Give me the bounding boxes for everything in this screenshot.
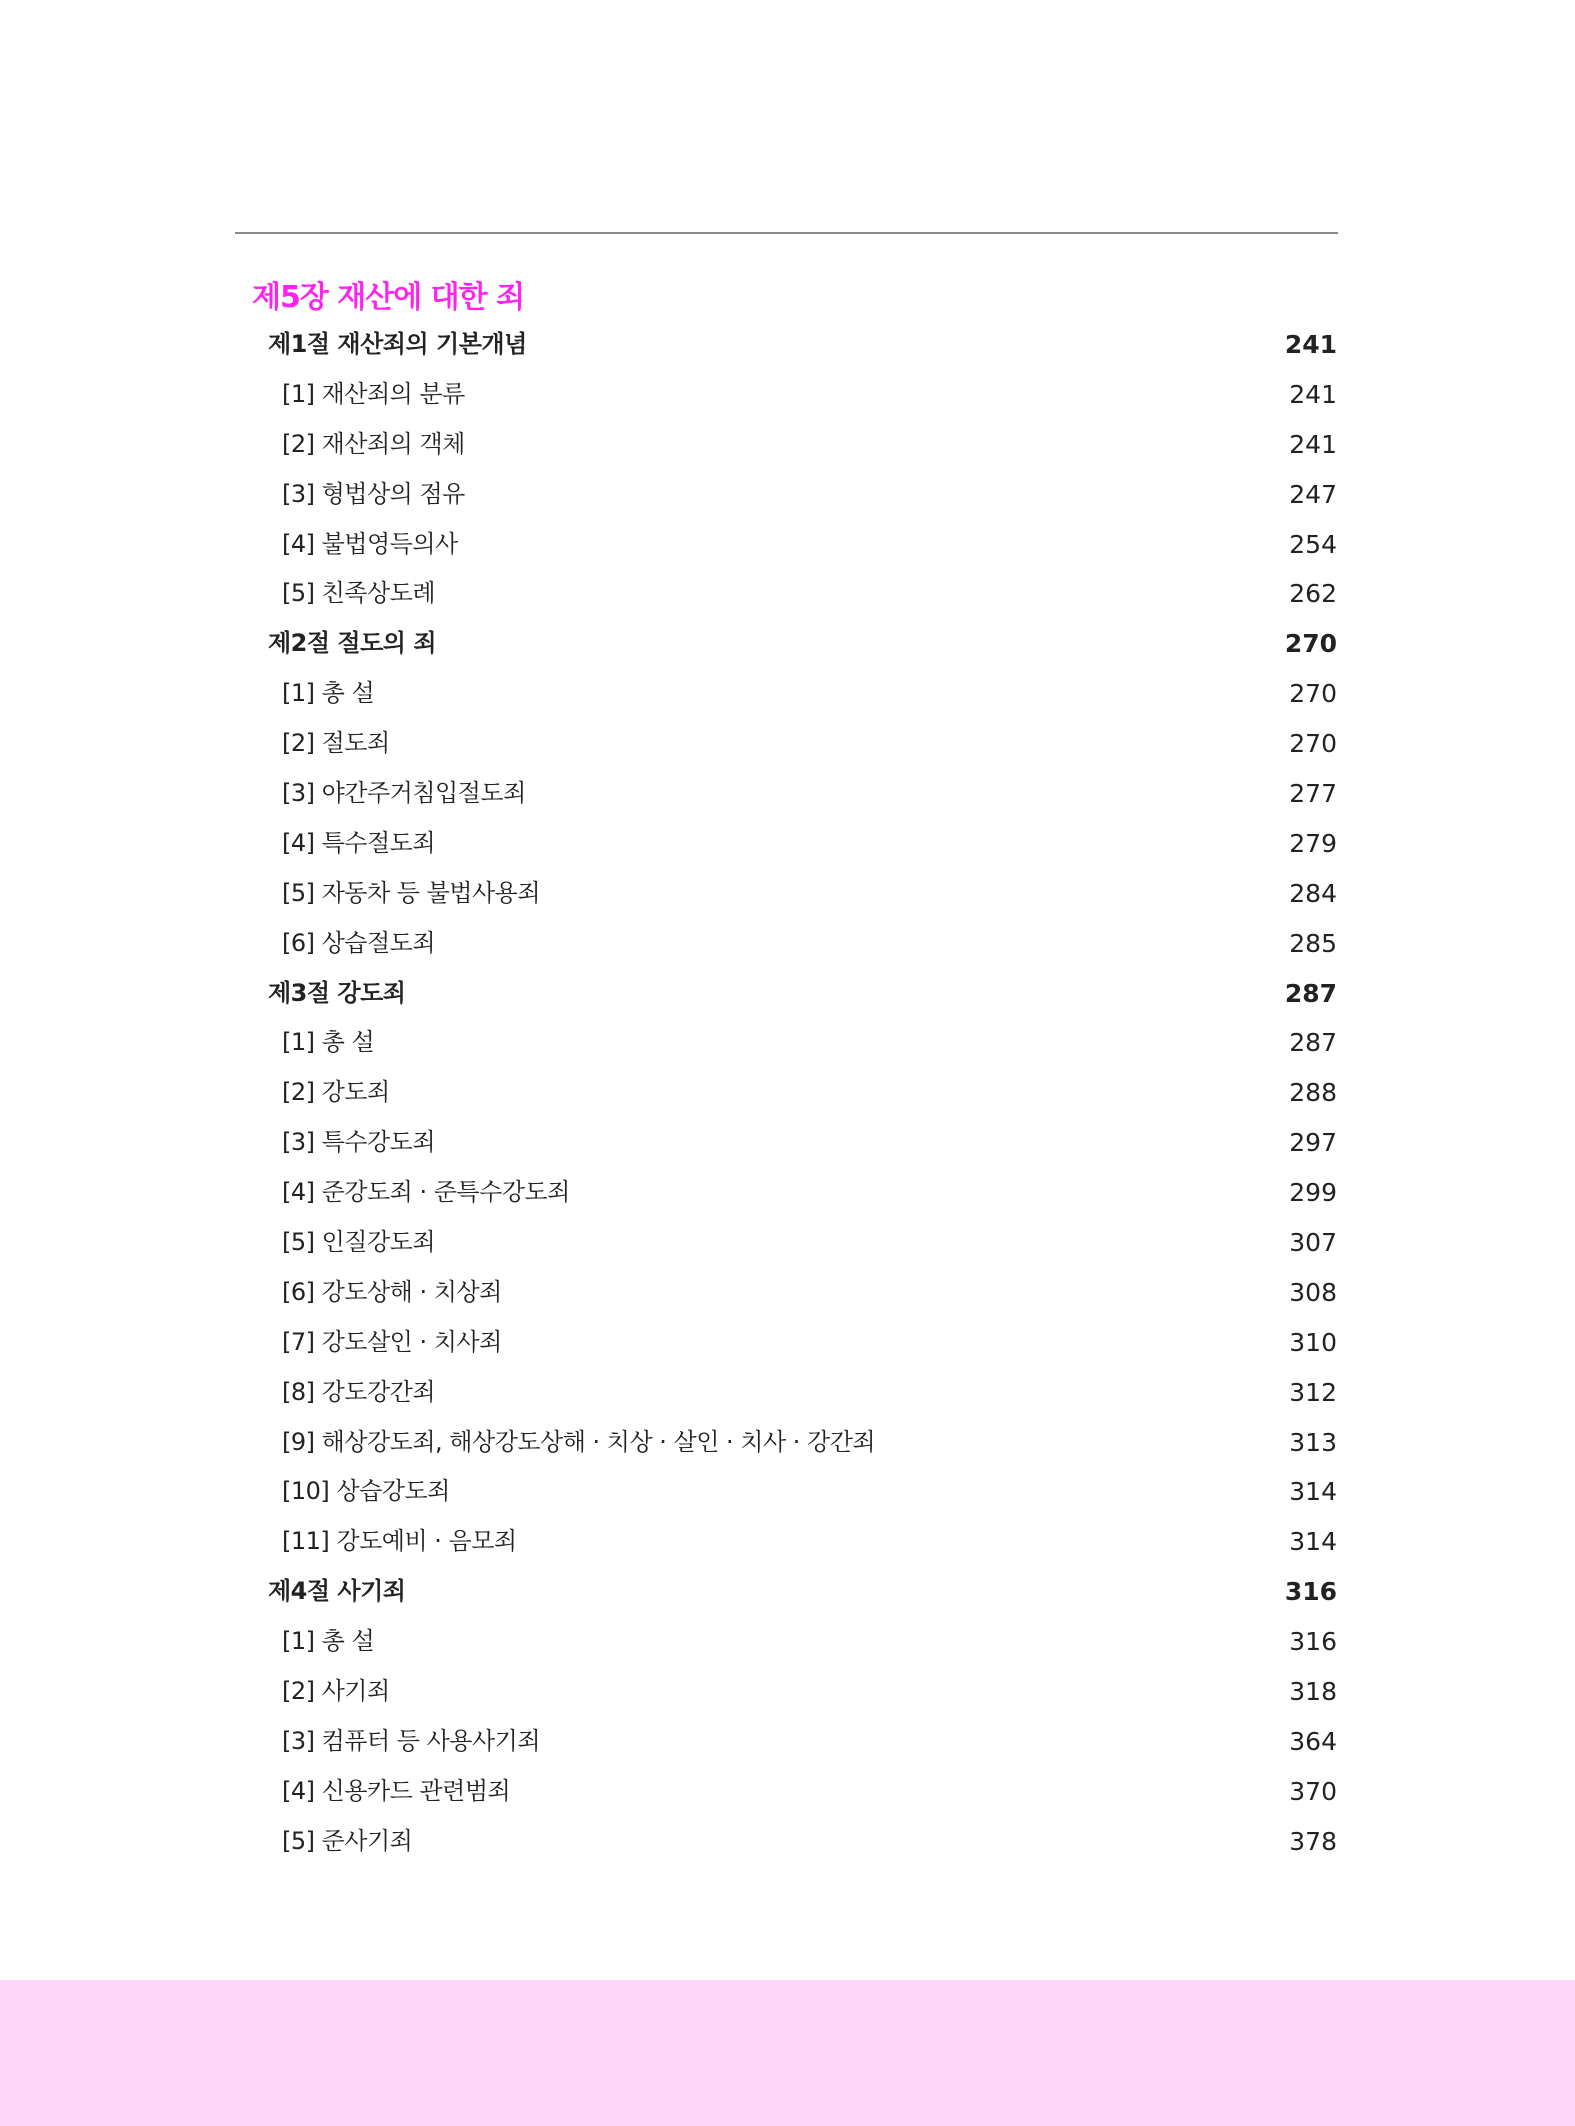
toc-item-title: [3] 컴퓨터 등 사용사기죄 — [282, 1726, 541, 1755]
toc-item-row — [0, 569, 1575, 619]
toc-page-number: 270 — [1284, 629, 1337, 659]
toc-item-row — [0, 919, 1575, 969]
toc-section-row — [0, 320, 1575, 370]
toc-page-number: 284 — [1289, 878, 1337, 908]
toc-section-title: 제4절 사기죄 — [268, 1577, 406, 1606]
toc-section-title: 제2절 절도의 죄 — [268, 629, 437, 658]
toc-item-row — [0, 1118, 1575, 1168]
toc-section-row — [0, 619, 1575, 669]
toc-page-number: 287 — [1289, 1028, 1337, 1058]
toc-page-number: 247 — [1289, 479, 1337, 509]
toc-section-title: 제3절 강도죄 — [268, 978, 406, 1007]
toc-item-title: [9] 해상강도죄, 해상강도상해 · 치상 · 살인 · 치사 · 강간죄 — [282, 1427, 876, 1456]
toc-item-row — [0, 1617, 1575, 1667]
toc-item-row — [0, 869, 1575, 919]
toc-page-number: 308 — [1289, 1277, 1337, 1307]
toc-page-number: 241 — [1289, 379, 1337, 409]
toc-page-number: 287 — [1284, 978, 1337, 1008]
toc-page-number: 241 — [1284, 330, 1337, 359]
toc-page-number: 270 — [1289, 729, 1337, 759]
toc-page-number: 312 — [1289, 1377, 1337, 1407]
toc-item-title: [5] 준사기죄 — [282, 1826, 413, 1855]
toc-item-title: [1] 총 설 — [282, 1627, 375, 1656]
toc-item-row — [0, 1467, 1575, 1517]
toc-item-title: [3] 특수강도죄 — [282, 1128, 436, 1157]
toc-item-title: [2] 재산죄의 객체 — [282, 429, 465, 458]
toc-page-number: 279 — [1289, 828, 1337, 858]
toc-item-row — [0, 1817, 1575, 1867]
toc-item-title: [2] 강도죄 — [282, 1078, 390, 1107]
toc-page-number: 297 — [1289, 1128, 1337, 1158]
toc-section-title: 제1절 재산죄의 기본개념 — [268, 330, 527, 358]
toc-item-row — [0, 1717, 1575, 1767]
toc-item-title: [5] 친족상도례 — [282, 579, 436, 608]
toc-item-row — [0, 420, 1575, 470]
toc-item-row — [0, 1018, 1575, 1068]
toc-section-row — [0, 1567, 1575, 1617]
toc-item-title: [4] 특수절도죄 — [282, 828, 436, 857]
toc-page-number: 262 — [1289, 579, 1337, 609]
toc-page-number: 318 — [1289, 1677, 1337, 1707]
toc-page-number: 313 — [1289, 1427, 1337, 1457]
toc-item-row — [0, 1268, 1575, 1318]
toc-item-title: [2] 사기죄 — [282, 1677, 390, 1706]
toc-item-title: [1] 총 설 — [282, 679, 375, 708]
toc-page-number: 378 — [1289, 1826, 1337, 1856]
toc-item-row — [0, 1667, 1575, 1717]
toc-page-number: 270 — [1289, 679, 1337, 709]
toc-item-row — [0, 470, 1575, 520]
toc-item-title: [4] 불법영득의사 — [282, 529, 458, 558]
toc-item-row — [0, 819, 1575, 869]
toc-item-row — [0, 1418, 1575, 1468]
toc-item-title: [1] 재산죄의 분류 — [282, 379, 465, 408]
toc-item-title: [1] 총 설 — [282, 1028, 375, 1057]
toc-item-row — [0, 669, 1575, 719]
toc-page-number: 370 — [1289, 1776, 1337, 1806]
toc-item-title: [11] 강도예비 · 음모죄 — [282, 1527, 517, 1556]
toc-section-row — [0, 969, 1575, 1019]
toc-page-number: 364 — [1289, 1726, 1337, 1756]
toc-item-title: [8] 강도강간죄 — [282, 1377, 436, 1406]
footer-band — [0, 1980, 1575, 2126]
toc-page-number: 285 — [1289, 928, 1337, 958]
toc-item-title: [5] 인질강도죄 — [282, 1228, 436, 1257]
toc-item-title: [5] 자동차 등 불법사용죄 — [282, 878, 541, 907]
toc-item-row — [0, 1318, 1575, 1368]
toc-item-row — [0, 1068, 1575, 1118]
toc-item-row — [0, 719, 1575, 769]
toc-item-row — [0, 769, 1575, 819]
toc-page-number: 316 — [1289, 1627, 1337, 1657]
toc-item-title: [10] 상습강도죄 — [282, 1477, 450, 1506]
toc-page-number: 277 — [1289, 779, 1337, 809]
toc-item-title: [6] 강도상해 · 치상죄 — [282, 1277, 502, 1306]
toc-page-number: 314 — [1289, 1527, 1337, 1557]
toc-item-row — [0, 1767, 1575, 1817]
toc-item-title: [4] 준강도죄 · 준특수강도죄 — [282, 1178, 570, 1207]
chapter-title: 제5장 재산에 대한 죄 — [252, 280, 525, 315]
toc-item-title: [4] 신용카드 관련범죄 — [282, 1776, 511, 1805]
toc-item-row — [0, 1168, 1575, 1218]
toc-item-title: [3] 야간주거침입절도죄 — [282, 779, 526, 808]
toc-page-number: 307 — [1289, 1228, 1337, 1258]
toc-page-number: 254 — [1289, 529, 1337, 559]
toc-page-number: 299 — [1289, 1178, 1337, 1208]
toc-page-number: 288 — [1289, 1078, 1337, 1108]
toc-item-row — [0, 1517, 1575, 1567]
toc-page-number: 241 — [1289, 429, 1337, 459]
toc-item-title: [2] 절도죄 — [282, 729, 390, 758]
toc-item-title: [3] 형법상의 점유 — [282, 479, 465, 508]
toc-item-title: [7] 강도살인 · 치사죄 — [282, 1327, 502, 1356]
header-rule — [235, 232, 1338, 234]
toc-page-number: 314 — [1289, 1477, 1337, 1507]
table-of-contents — [0, 320, 1575, 1867]
toc-item-row — [0, 1368, 1575, 1418]
toc-item-row — [0, 520, 1575, 570]
toc-item-row — [0, 370, 1575, 420]
toc-item-row — [0, 1218, 1575, 1268]
toc-page-number: 310 — [1289, 1327, 1337, 1357]
toc-item-title: [6] 상습절도죄 — [282, 928, 436, 957]
toc-page-number: 316 — [1284, 1577, 1337, 1607]
